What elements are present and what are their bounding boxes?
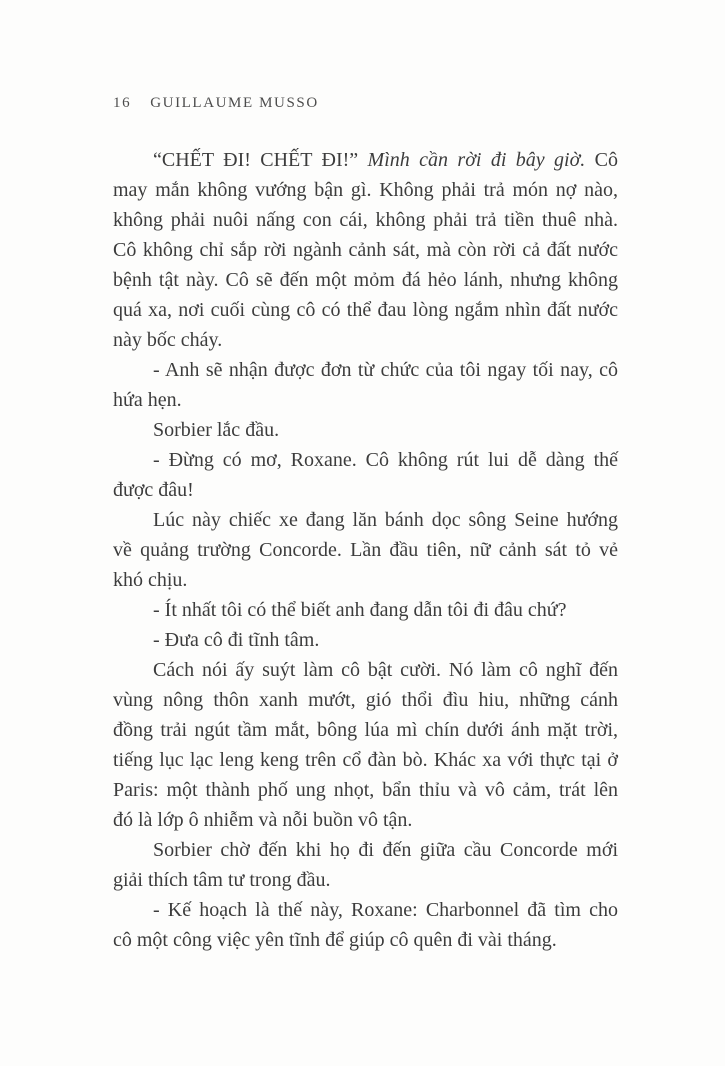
text-segment: đó là lớp ô nhiễm và nỗi buồn vô tận. xyxy=(113,809,413,831)
text-segment: không phải nuôi nấng con cái, không phải trả tiền thuê nhà. xyxy=(113,209,618,231)
text-segment: hứa hẹn. xyxy=(113,389,182,411)
text-segment: Lúc này chiếc xe đang lăn bánh dọc sông Seine hướng xyxy=(153,509,618,531)
text-segment: - Anh sẽ nhận được đơn từ chức của tôi ngay tối nay, cô xyxy=(153,359,618,381)
text-segment: Cô không chỉ sắp rời ngành cảnh sát, mà còn rời cả đất nước xyxy=(113,239,618,261)
text-line xyxy=(113,265,618,295)
text-segment: Cách nói ấy suýt làm cô bật cười. Nó làm cô nghĩ đến xyxy=(153,659,618,681)
text-line xyxy=(113,565,618,595)
text-line xyxy=(113,535,618,565)
text-line xyxy=(113,205,618,235)
text-segment: được đâu! xyxy=(113,479,194,501)
page-number: 16 xyxy=(113,95,132,111)
text-segment: vùng nông thôn xanh mướt, gió thổi đìu hiu, những cánh xyxy=(113,689,618,711)
text-segment: Paris: một thành phố ung nhọt, bẩn thỉu và vô cảm, trát lên xyxy=(113,779,618,801)
text-segment: Sorbier chờ đến khi họ đi đến giữa cầu Concorde mới xyxy=(153,839,618,861)
text-segment: - Kế hoạch là thế này, Roxane: Charbonnel đã tìm cho xyxy=(153,899,618,921)
text-segment: giải thích tâm tư trong đầu. xyxy=(113,869,331,891)
text-segment: khó chịu. xyxy=(113,569,188,591)
running-header xyxy=(113,95,319,112)
text-line xyxy=(113,385,618,415)
text-segment: - Ít nhất tôi có thể biết anh đang dẫn tôi đi đâu chứ? xyxy=(153,599,567,621)
text-segment: quá xa, nơi cuối cùng cô có thể đau lòng ngắm nhìn đất nước xyxy=(113,299,618,321)
text-line xyxy=(113,415,618,445)
text-line xyxy=(113,175,618,205)
text-line xyxy=(113,295,618,325)
text-line xyxy=(113,625,618,655)
text-line xyxy=(113,775,618,805)
text-line xyxy=(113,475,618,505)
text-segment: này bốc cháy. xyxy=(113,329,223,351)
text-segment: bệnh tật này. Cô sẽ đến một mỏm đá hẻo lánh, nhưng không xyxy=(113,269,618,291)
text-line xyxy=(113,505,618,535)
text-line xyxy=(113,715,618,745)
text-line xyxy=(113,745,618,775)
text-line xyxy=(113,595,618,625)
text-line xyxy=(113,925,618,955)
text-line xyxy=(113,145,618,175)
text-line xyxy=(113,865,618,895)
text-segment: đồng trải ngút tầm mắt, bông lúa mì chín dưới ánh mặt trời, xyxy=(113,719,618,741)
italic-text-segment: Mình cần rời đi bây giờ. xyxy=(367,149,586,171)
text-segment: - Đưa cô đi tĩnh tâm. xyxy=(153,629,320,651)
text-segment: may mắn không vướng bận gì. Không phải trả món nợ nào, xyxy=(113,179,618,201)
text-segment: “CHẾT ĐI! CHẾT ĐI!” xyxy=(153,149,368,171)
text-line xyxy=(113,895,618,925)
text-line xyxy=(113,325,618,355)
text-line xyxy=(113,805,618,835)
text-line xyxy=(113,235,618,265)
text-segment: tiếng lục lạc leng keng trên cổ đàn bò. Khác xa với thực tại ở xyxy=(113,749,618,771)
text-segment: - Đừng có mơ, Roxane. Cô không rút lui dễ dàng thế xyxy=(153,449,618,471)
running-head-title: GUILLAUME MUSSO xyxy=(150,95,319,111)
text-line xyxy=(113,355,618,385)
text-segment: Sorbier lắc đầu. xyxy=(153,419,280,441)
text-line xyxy=(113,835,618,865)
text-line xyxy=(113,445,618,475)
text-line xyxy=(113,685,618,715)
body-text xyxy=(113,145,618,955)
text-segment: cô một công việc yên tĩnh để giúp cô quên đi vài tháng. xyxy=(113,929,557,951)
text-segment: về quảng trường Concorde. Lần đầu tiên, nữ cảnh sát tỏ vẻ xyxy=(113,539,618,561)
text-line xyxy=(113,655,618,685)
text-segment: Cô xyxy=(585,149,618,171)
